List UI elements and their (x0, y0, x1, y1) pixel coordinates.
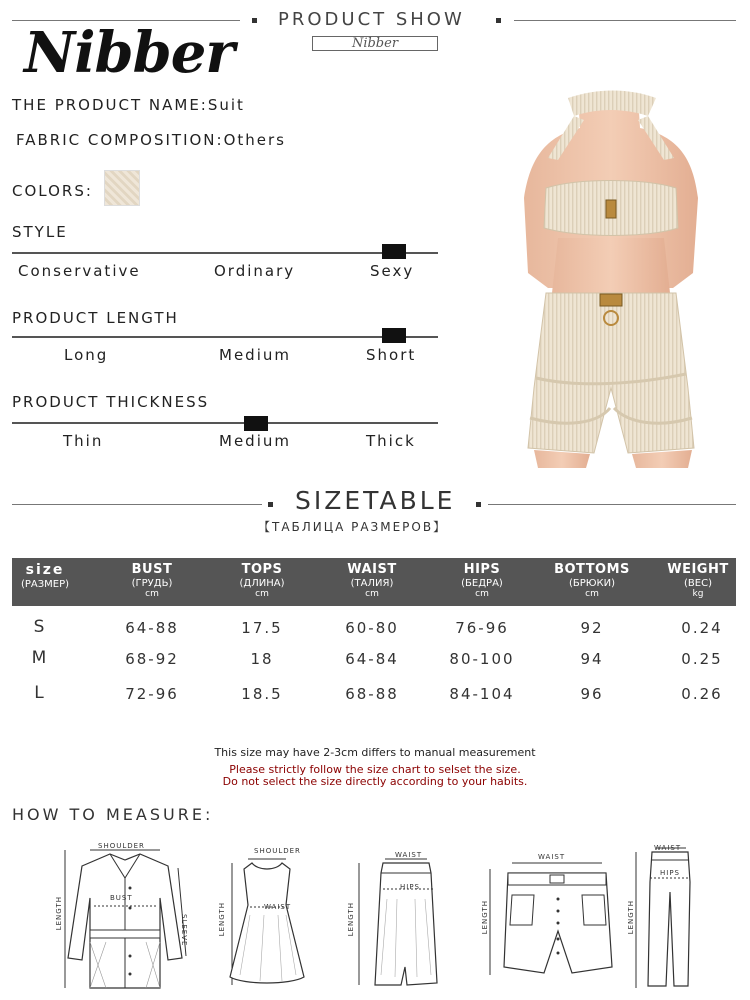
style-title: STYLE (12, 223, 68, 241)
col-bust-label: BUST (131, 562, 173, 577)
length-marker (382, 328, 406, 343)
warning-note-1: Please strictly follow the size chart to selset the size. (229, 763, 521, 776)
style-label-ordinary: Ordinary (214, 262, 296, 280)
style-scale-line (12, 252, 438, 254)
row-l-tops: 18.5 (241, 685, 283, 703)
sizetable-dot-left (268, 502, 273, 507)
skirt-length-label: LENGTH (347, 902, 355, 937)
page-title: PRODUCT SHOW (278, 9, 465, 30)
style-label-conservative: Conservative (18, 262, 141, 280)
sizetable-rule-right (488, 504, 736, 505)
col-size-label: size (25, 562, 65, 578)
col-weight (654, 558, 742, 606)
header-subtitle: Nibber (312, 36, 438, 51)
size-table-header (12, 558, 736, 606)
style-label-sexy: Sexy (370, 262, 415, 280)
jacket-shoulder-label: SHOULDER (98, 842, 145, 850)
col-weight-unit: kg (692, 589, 704, 599)
col-tops (210, 558, 314, 606)
row-m-bottoms: 94 (580, 650, 604, 668)
row-s-waist: 60-80 (345, 619, 399, 637)
col-waist-sub: (ТАЛИЯ) (350, 578, 394, 589)
col-bottoms-sub: (БРЮКИ) (568, 578, 616, 589)
col-tops-sub: (ДЛИНА) (239, 578, 285, 589)
row-s-size: S (33, 617, 47, 637)
row-s-tops: 17.5 (241, 619, 283, 637)
style-marker (382, 244, 406, 259)
thickness-label-thin: Thin (63, 432, 104, 450)
length-label-short: Short (366, 346, 417, 364)
sizetable-subtitle: 【ТАБЛИЦА РАЗМЕРОВ】 (258, 520, 448, 534)
thickness-label-medium: Medium (219, 432, 291, 450)
col-bust-sub: (ГРУДЬ) (131, 578, 173, 589)
row-l-weight: 0.26 (681, 685, 723, 703)
row-s-bottoms: 92 (580, 619, 604, 637)
col-waist (320, 558, 424, 606)
pants-hips-label: HIPS (660, 869, 680, 877)
brand-logo: Nibber (24, 20, 234, 86)
col-tops-unit: cm (255, 589, 269, 599)
col-tops-label: TOPS (241, 562, 283, 577)
col-bottoms (540, 558, 644, 606)
row-s-hips: 76-96 (455, 619, 509, 637)
jacket-length-label: LENGTH (55, 896, 63, 931)
dress-shoulder-label: SHOULDER (254, 847, 301, 855)
row-l-bust: 72-96 (125, 685, 179, 703)
shorts-waist-label: WAIST (538, 853, 566, 861)
thickness-scale-line (12, 422, 438, 424)
row-l-size: L (34, 683, 46, 703)
length-title: PRODUCT LENGTH (12, 309, 179, 327)
sizetable-dot-right (476, 502, 481, 507)
row-l-bottoms: 96 (580, 685, 604, 703)
col-bottoms-unit: cm (585, 589, 599, 599)
pants-waist-label: WAIST (654, 844, 682, 852)
col-size (12, 558, 78, 606)
row-m-tops: 18 (250, 650, 274, 668)
skirt-hips-label: HIPS (400, 883, 420, 891)
col-size-sub: (РАЗМЕР) (20, 579, 70, 590)
colors-label: COLORS: (12, 182, 93, 200)
header-dot-right (496, 18, 501, 23)
row-m-bust: 68-92 (125, 650, 179, 668)
length-scale-line (12, 336, 438, 338)
jacket-sleeve-label: SLEEVE (180, 914, 188, 947)
col-bust-unit: cm (145, 589, 159, 599)
col-bottoms-label: BOTTOMS (554, 562, 630, 577)
col-waist-label: WAIST (347, 562, 397, 577)
jacket-bust-label: BUST (110, 894, 133, 902)
thickness-label-thick: Thick (366, 432, 416, 450)
product-photo (488, 88, 734, 468)
col-waist-unit: cm (365, 589, 379, 599)
header-dot-left (252, 18, 257, 23)
row-l-hips: 84-104 (449, 685, 515, 703)
row-m-weight: 0.25 (681, 650, 723, 668)
length-label-long: Long (64, 346, 109, 364)
product-name: THE PRODUCT NAME:Suit (12, 96, 245, 114)
col-hips (430, 558, 534, 606)
thickness-title: PRODUCT THICKNESS (12, 393, 210, 411)
measurement-note: This size may have 2-3cm differs to manual measurement (214, 746, 536, 759)
dress-waist-label: WAIST (264, 903, 292, 911)
row-s-weight: 0.24 (681, 619, 723, 637)
header-rule-right (514, 20, 736, 21)
col-bust (100, 558, 204, 606)
warning-note-2: Do not select the size directly according to your habits. (222, 775, 528, 788)
col-hips-sub: (БЕДРА) (461, 578, 503, 589)
row-m-size: M (31, 648, 49, 668)
col-weight-label: WEIGHT (667, 562, 729, 577)
row-s-bust: 64-88 (125, 619, 179, 637)
fabric-composition: FABRIC COMPOSITION:Others (16, 131, 286, 149)
skirt-waist-label: WAIST (395, 851, 423, 859)
col-weight-sub: (ВЕС) (684, 578, 712, 589)
shorts-length-label: LENGTH (481, 900, 489, 935)
sizetable-rule-left (12, 504, 262, 505)
thickness-marker (244, 416, 268, 431)
row-l-waist: 68-88 (345, 685, 399, 703)
how-to-measure-title: HOW TO MEASURE: (12, 805, 214, 824)
dress-length-label: LENGTH (218, 902, 226, 937)
sizetable-title: SIZETABLE (295, 486, 456, 515)
length-label-medium: Medium (219, 346, 291, 364)
row-m-hips: 80-100 (449, 650, 515, 668)
col-hips-label: HIPS (463, 562, 501, 577)
row-m-waist: 64-84 (345, 650, 399, 668)
color-swatch[interactable] (104, 170, 140, 206)
col-hips-unit: cm (475, 589, 489, 599)
pants-length-label: LENGTH (627, 900, 635, 935)
